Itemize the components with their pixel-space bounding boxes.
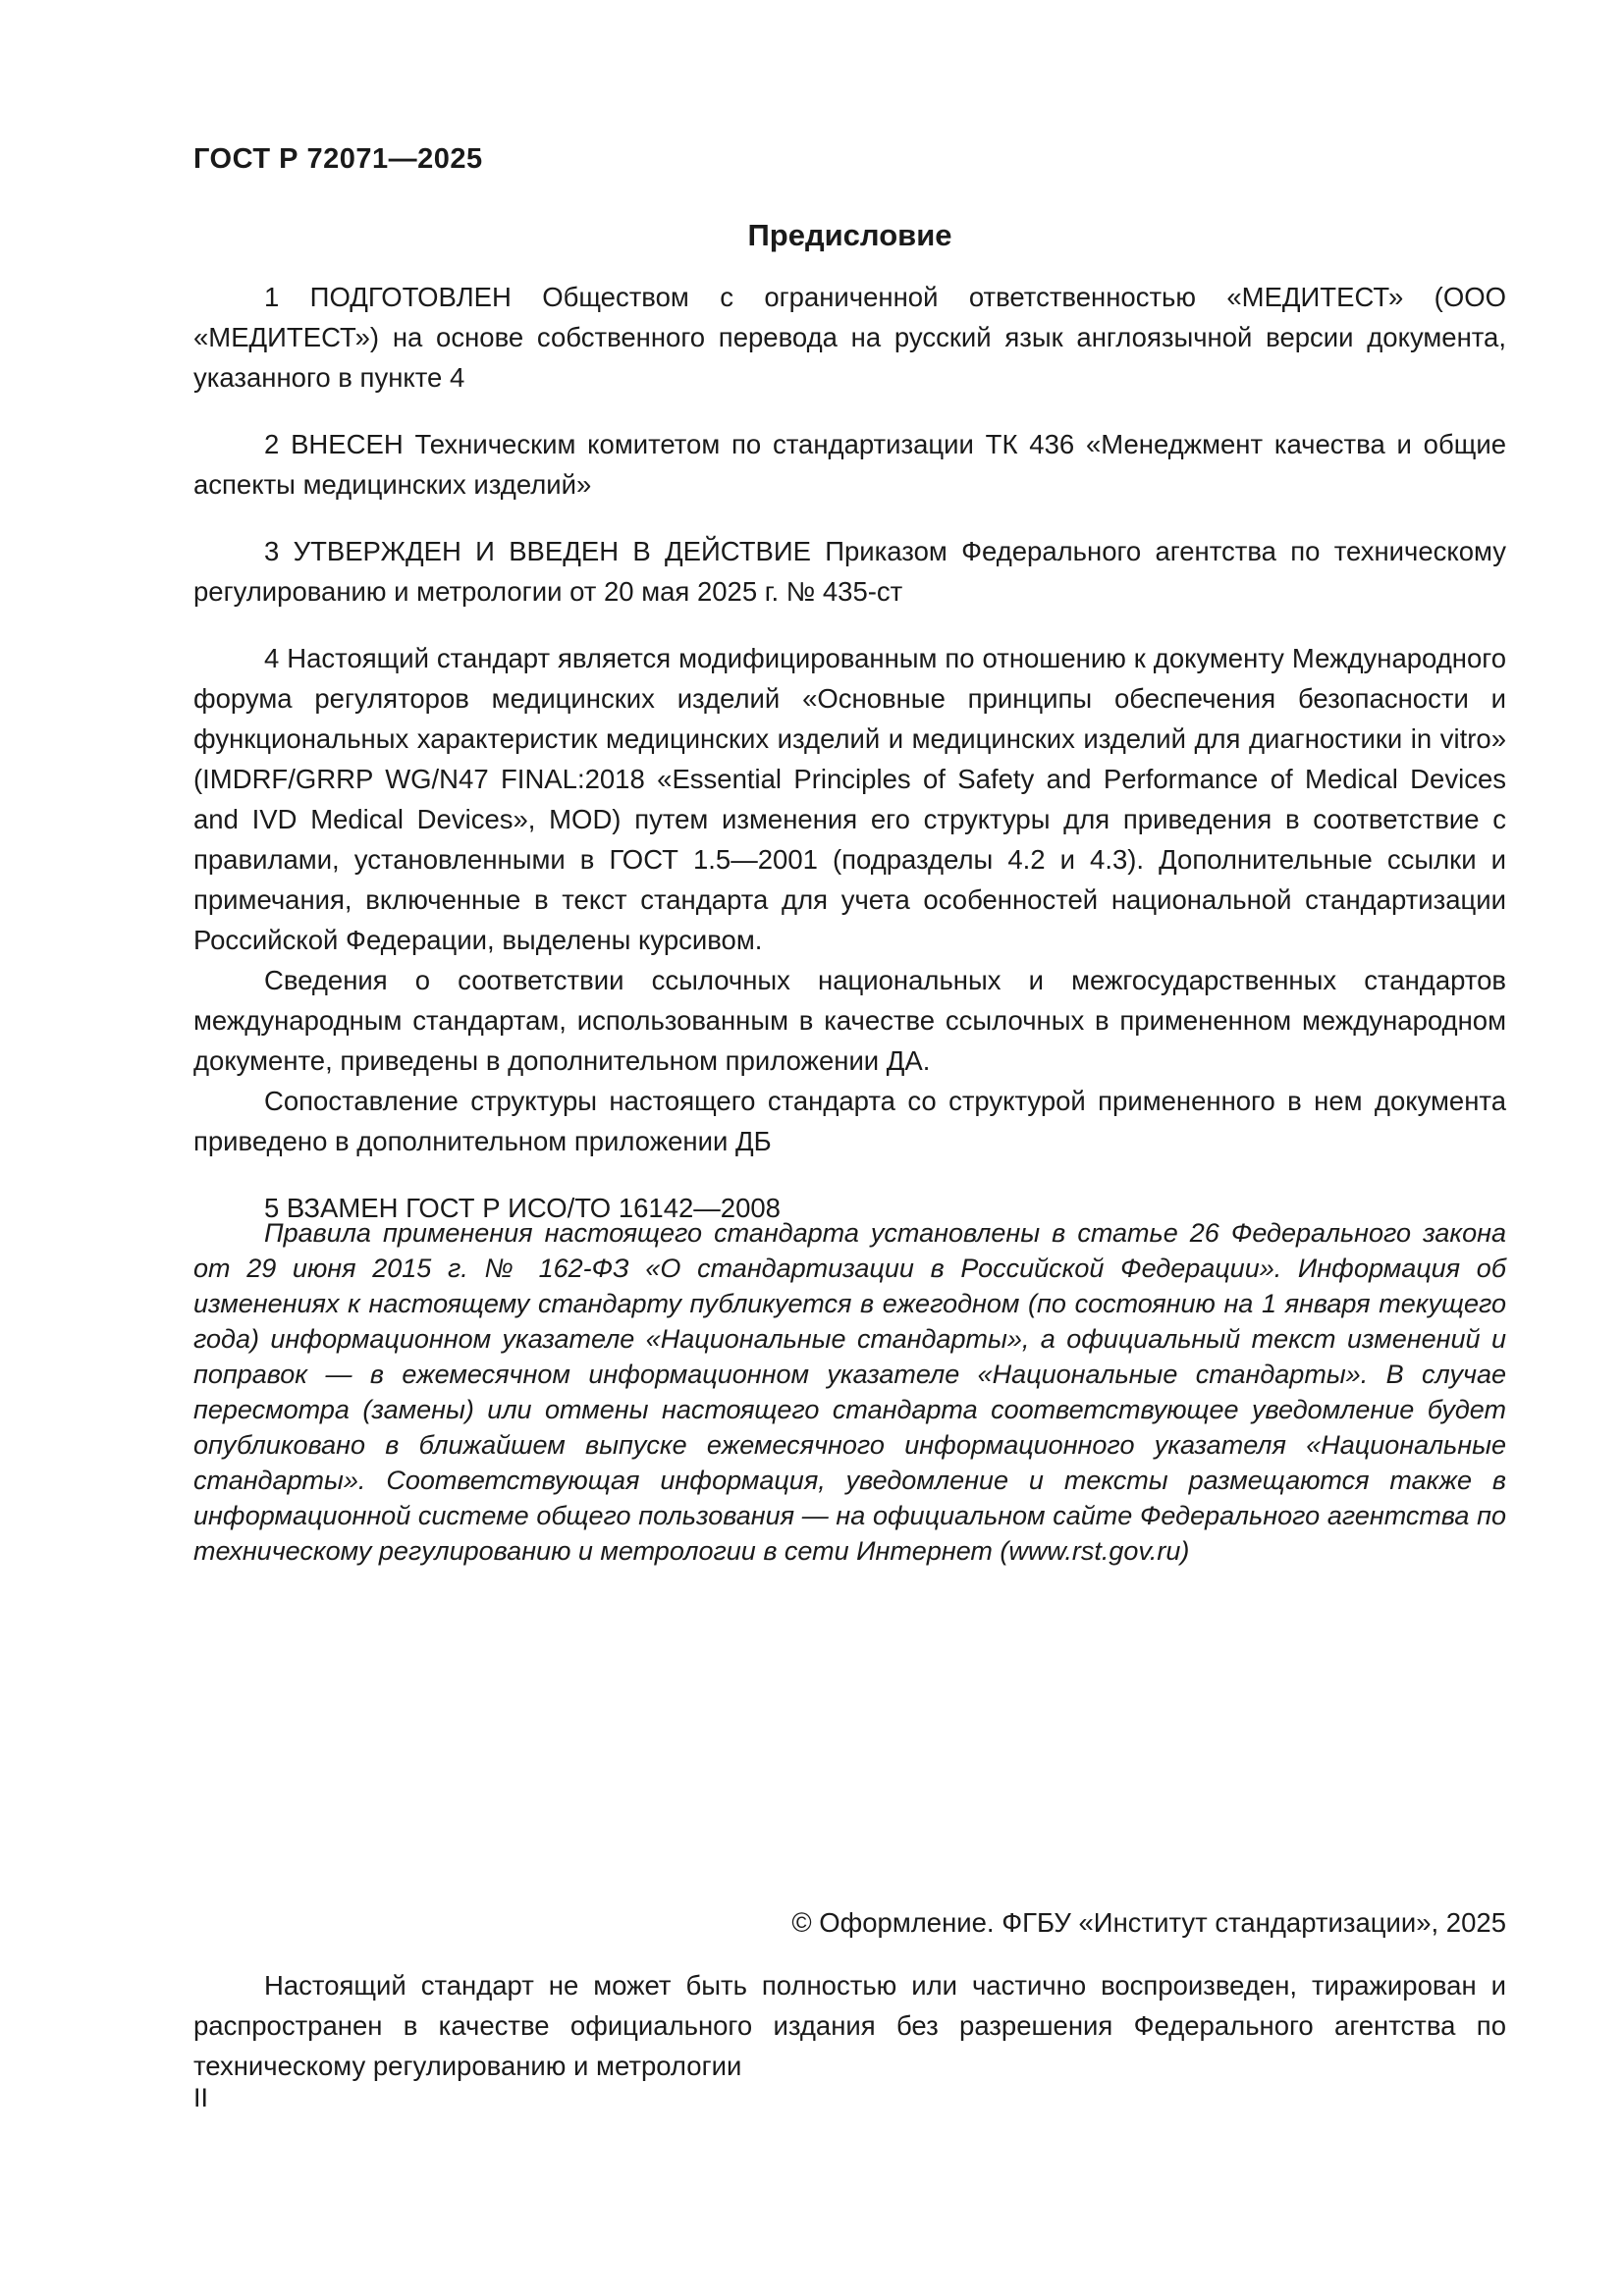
- foreword-item-2-submitted: 2 ВНЕСЕН Техническим комитетом по стандартизации ТК 436 «Менеджмент качества и общие аспекты медицинских изделий»: [193, 429, 1506, 500]
- foreword-item-1-prepared: 1 ПОДГОТОВЛЕН Обществом с ограниченной ответственностью «МЕДИТЕСТ» (ООО «МЕДИТЕСТ») на основе собственного перевода на русский язык англоязычной версии документа, указанного в пункте 4: [193, 282, 1506, 393]
- application-rules-notice: Правила применения настоящего стандарта установлены в статье 26 Федерального закона от 29 июня 2015 г. № 162-ФЗ «О стандартизации в Российской Федерации». Информация об изменениях к настоящему стандарту публикуется в ежегодном (по состоянию на 1 января текущего года) информационном указателе «Национальные стандарты», а официальный текст изменений и поправок — в ежемесячном информационном указателе «Национальные стандарты». В случае пересмотра (замены) или отмены настоящего стандарта соответствующее уведомление будет опубликовано в ближайшем выпуске ежемесячного информационного указателя «Национальные стандарты». Соответствующая информация, уведомление и тексты размещаются также в информационной системе общего пользования — на официальном сайте Федерального агентства по техническому регулированию и метрологии в сети Интернет (www.rst.gov.ru): [193, 1218, 1506, 1566]
- distribution-notice: [193, 1965, 1506, 2086]
- standard-designation: ГОСТ Р 72071—2025: [193, 143, 483, 175]
- distribution-notice-text: Настоящий стандарт не может быть полностью или частично воспроизведен, тиражирован и распространен в качестве официального издания без разрешения Федерального агентства по техническому регулированию и метрологии: [193, 1970, 1506, 2081]
- foreword-title: Предисловие: [747, 218, 952, 252]
- foreword-body: [193, 277, 1506, 1228]
- foreword-item-4-note-references: Сведения о соответствии ссылочных национальных и межгосударственных стандартов международным стандартам, использованным в качестве ссылочных в примененном международном документе, приведены в дополнительном приложении ДА.: [193, 965, 1506, 1076]
- copyright-line: © Оформление. ФГБУ «Институт стандартизации», 2025: [791, 1907, 1506, 1938]
- foreword-item-3-approved: 3 УТВЕРЖДЕН И ВВЕДЕН В ДЕЙСТВИЕ Приказом Федерального агентства по техническому регулированию и метрологии от 20 мая 2025 г. № 435-ст: [193, 536, 1506, 607]
- foreword-item-4-modified: 4 Настоящий стандарт является модифицированным по отношению к документу Международного форума регуляторов медицинских изделий «Основные принципы обеспечения безопасности и функциональных характеристик медицинских изделий и медицинских изделий для диагностики in vitro» (IMDRF/GRRP WG/N47 FINAL:2018 «Essential Principles of Safety and Performance of Medical Devices and IVD Medical Devices», MOD) путем изменения его структуры для приведения в соответствие с правилами, установленными в ГОСТ 1.5—2001 (подразделы 4.2 и 4.3). Дополнительные ссылки и примечания, включенные в текст стандарта для учета особенностей национальной стандартизации Российской Федерации, выделены курсивом.: [193, 643, 1506, 955]
- page-number: II: [193, 2083, 209, 2112]
- foreword-item-4-note-structure: Сопоставление структуры настоящего стандарта со структурой примененного в нем документа приведено в дополнительном приложении ДБ: [193, 1086, 1506, 1156]
- foreword-item-5-replaces: 5 ВЗАМЕН ГОСТ Р ИСО/ТО 16142—2008: [264, 1193, 781, 1223]
